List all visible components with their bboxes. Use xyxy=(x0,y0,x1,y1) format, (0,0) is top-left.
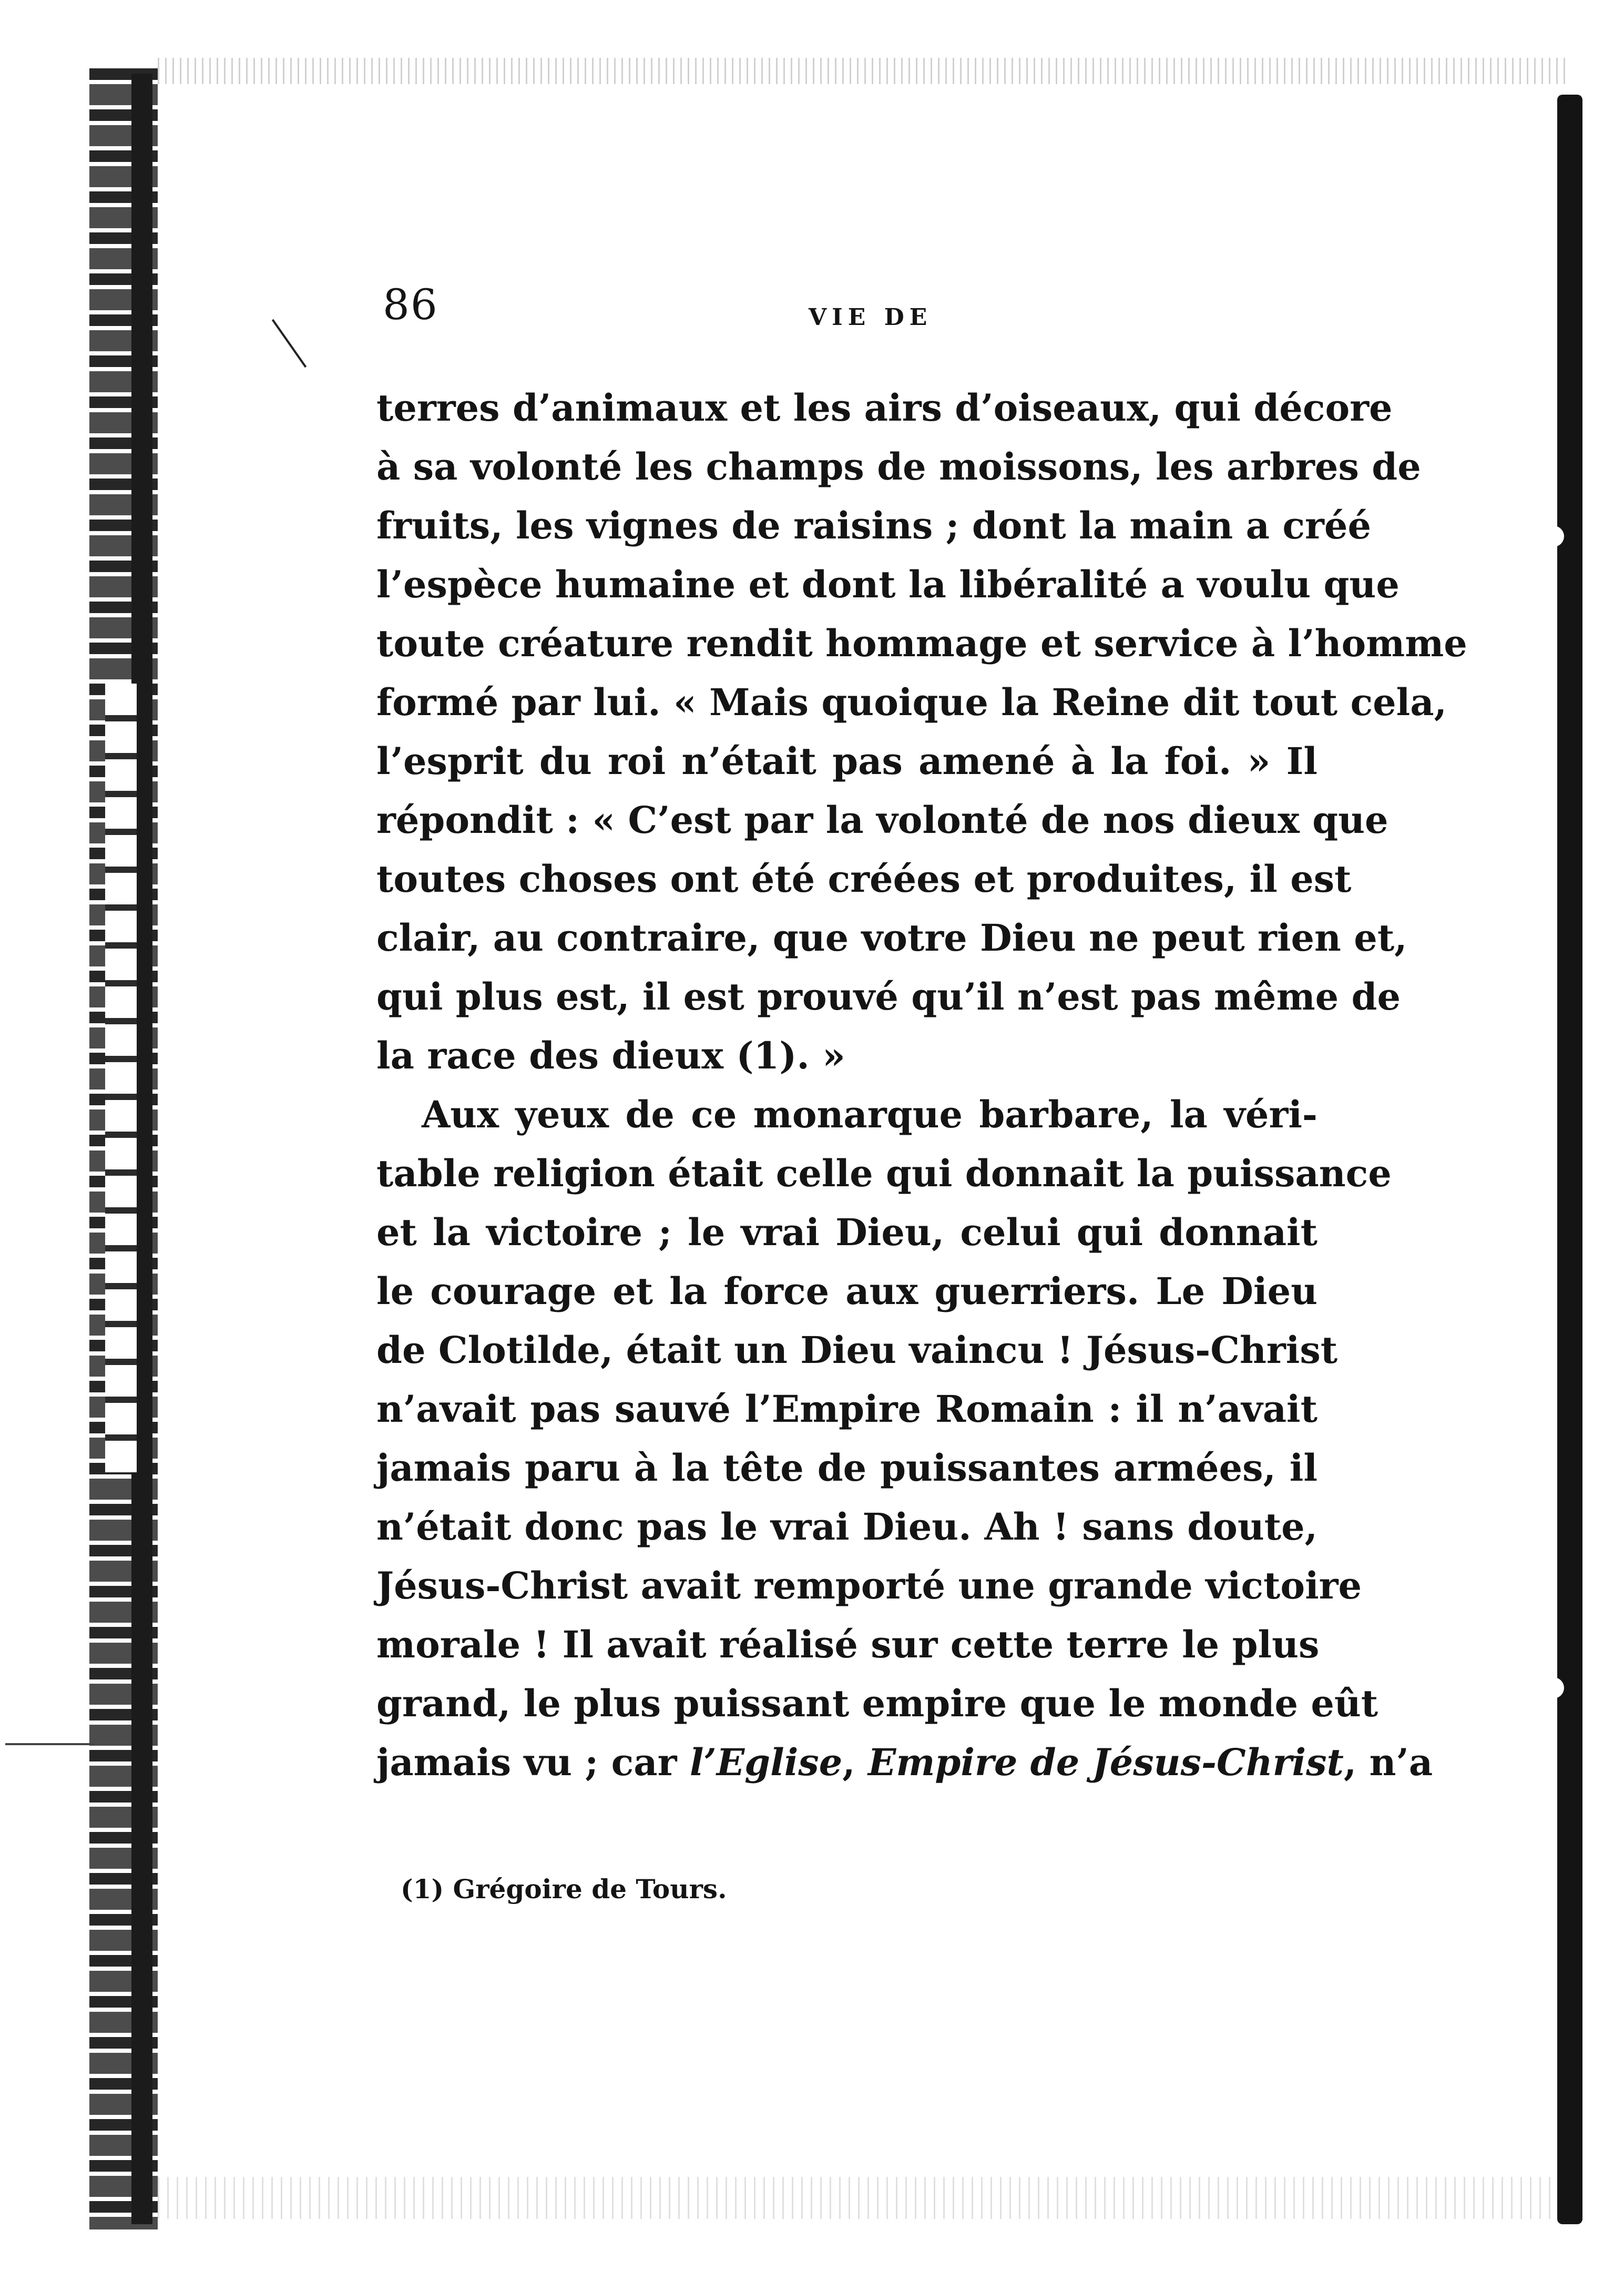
text-line: toute créature rendit hommage et service à l’homme xyxy=(376,622,1467,665)
final-line-italic-eglise: l’Eglise xyxy=(689,1740,843,1784)
text-line: n’était donc pas le vrai Dieu. Ah ! sans doute, xyxy=(376,1505,1317,1549)
text-line: le courage et la force aux guerriers. Le Dieu xyxy=(376,1269,1317,1313)
scan-left-edge-gap xyxy=(105,684,137,1472)
body-text xyxy=(376,379,1467,1792)
final-line-between: , xyxy=(842,1740,868,1784)
text-line: qui plus est, il est prouvé qu’il n’est pas même de xyxy=(376,975,1401,1019)
running-head: VIE DE xyxy=(809,304,933,331)
final-line-after: , n’a xyxy=(1343,1740,1433,1784)
scan-right-edge-notch xyxy=(1543,1677,1564,1698)
text-line: clair, au contraire, que votre Dieu ne peut rien et, xyxy=(376,916,1407,960)
text-line: répondit : « C’est par la volonté de nos dieux que xyxy=(376,798,1388,842)
text-line-final xyxy=(376,1733,1433,1792)
text-line: la race des dieux (1). » xyxy=(376,1034,845,1077)
footnote: (1) Grégoire de Tours. xyxy=(401,1873,727,1905)
text-line: Aux yeux de ce monarque barbare, la véri- xyxy=(422,1093,1317,1136)
final-line-italic-empire: Empire de Jésus-Christ xyxy=(868,1740,1344,1784)
text-line: terres d’animaux et les airs d’oiseaux, qui décore xyxy=(376,386,1393,430)
text-line: Jésus-Christ avait remporté une grande victoire xyxy=(376,1564,1362,1607)
text-line: n’avait pas sauvé l’Empire Romain : il n’avait xyxy=(376,1387,1317,1431)
text-line: morale ! Il avait réalisé sur cette terre le plus xyxy=(376,1623,1320,1666)
text-line: l’espèce humaine et dont la libéralité a voulu que xyxy=(376,563,1400,606)
scan-right-edge-notch xyxy=(1543,526,1564,547)
scan-stray-mark xyxy=(272,319,307,368)
text-line: à sa volonté les champs de moissons, les arbres de xyxy=(376,445,1421,488)
text-line: l’esprit du roi n’était pas amené à la foi. » Il xyxy=(376,739,1317,783)
text-line: et la victoire ; le vrai Dieu, celui qui donnait xyxy=(376,1210,1317,1254)
page-number: 86 xyxy=(383,280,438,329)
text-line: table religion était celle qui donnait la puissance xyxy=(376,1152,1392,1195)
scan-stray-line xyxy=(5,1743,95,1745)
scan-right-edge-bar xyxy=(1557,95,1582,2224)
text-line: fruits, les vignes de raisins ; dont la main a créé xyxy=(376,504,1371,547)
scan-top-noise xyxy=(158,58,1567,84)
text-line: de Clotilde, était un Dieu vaincu ! Jésus-Christ xyxy=(376,1328,1338,1372)
text-line: grand, le plus puissant empire que le monde eût xyxy=(376,1682,1378,1725)
scan-bottom-noise xyxy=(158,2177,1567,2219)
text-line: jamais paru à la tête de puissantes armées, il xyxy=(376,1446,1317,1490)
final-line-before: jamais vu ; car xyxy=(376,1740,690,1784)
text-line: formé par lui. « Mais quoique la Reine dit tout cela, xyxy=(376,680,1447,724)
text-line: toutes choses ont été créées et produites, il est xyxy=(376,857,1352,901)
